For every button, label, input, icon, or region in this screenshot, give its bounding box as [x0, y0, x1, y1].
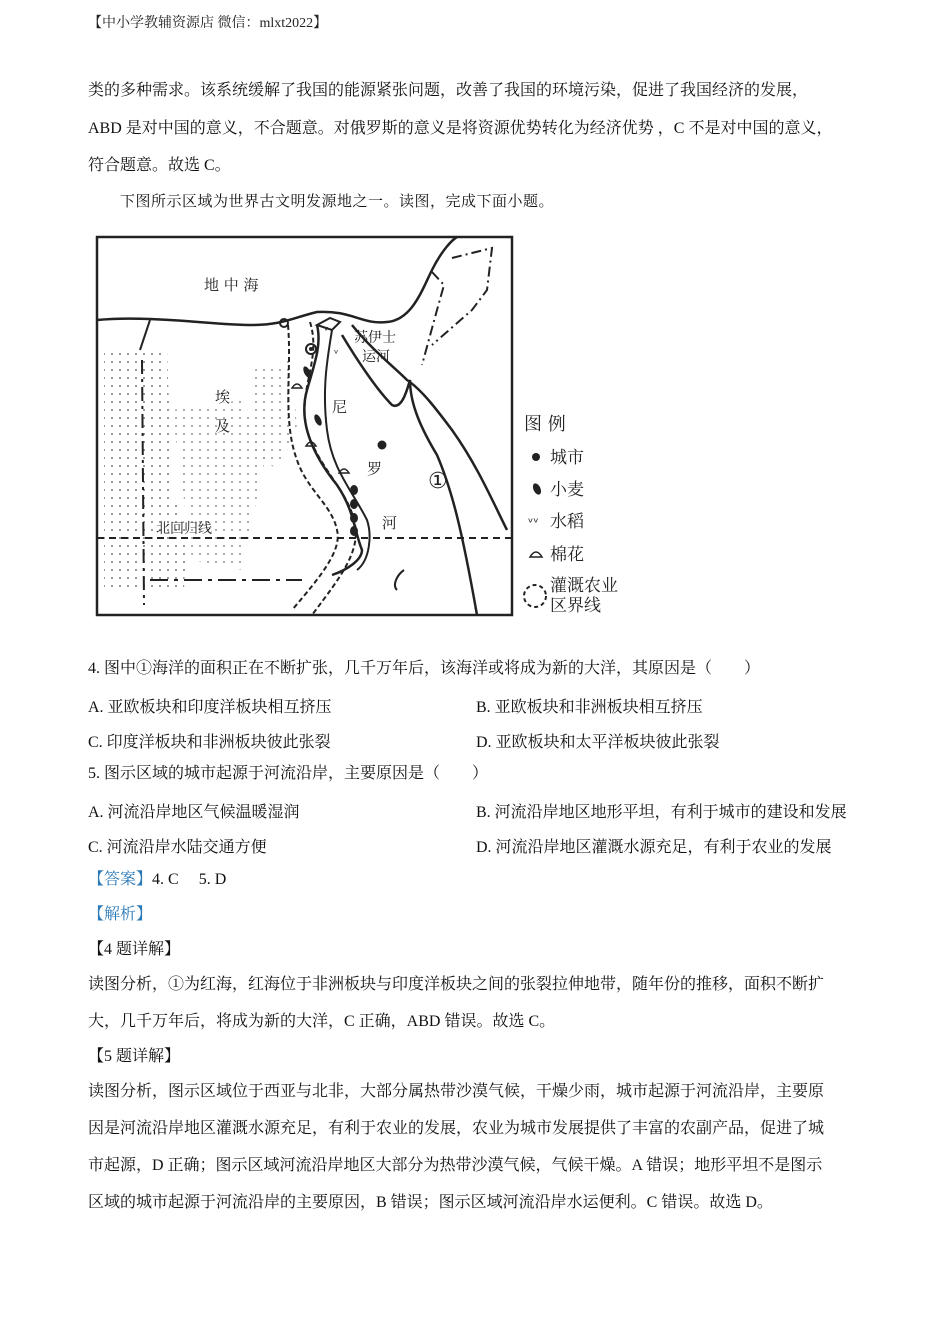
answer-label: 【答案】 [88, 871, 153, 888]
q4-option-d: D. 亚欧板块和太平洋板块彼此张裂 [476, 734, 720, 751]
detail-5-line-1: 读图分析，图示区域位于西亚与北非，大部分属热带沙漠气候，干燥少雨，城市起源于河流沿岸，主要原 [88, 1083, 825, 1100]
irrigation-boundary-east [305, 322, 356, 615]
legend-city-icon [532, 453, 540, 461]
label-red-sea-marker: ① [428, 469, 448, 494]
legend-wheat: 小麦 [550, 480, 584, 500]
q5-option-a: A. 河流沿岸地区气候温暖湿润 [88, 804, 300, 821]
label-nile-1: 尼 [332, 398, 348, 416]
mediterranean-coast [97, 237, 457, 325]
q4-option-c: C. 印度洋板块和非洲板块彼此张裂 [88, 734, 331, 751]
legend-cotton-icon [530, 552, 542, 557]
desert-area-east [252, 360, 297, 470]
legend-city: 城市 [550, 448, 584, 468]
q4-option-a: A. 亚欧板块和印度洋板块相互挤压 [88, 699, 332, 716]
detail-5-line-2: 因是河流沿岸地区灌溉水源充足，有利于农业的发展，农业为城市发展提供了丰富的农副产品，促进了城 [88, 1120, 825, 1137]
q5-stem: 5. 图示区域的城市起源于河流沿岸，主要原因是（ ） [88, 765, 489, 782]
nile-region-map [92, 230, 632, 620]
legend-irrigation-icon [524, 585, 546, 607]
intro-line-1: 类的多种需求。该系统缓解了我国的能源紧张问题，改善了我国的环境污染，促进了我国经济的发展， [88, 82, 809, 99]
desert-area-west [104, 348, 187, 590]
legend-title: 图 例 [524, 414, 566, 435]
legend-rice-icon: ᵛᵛ [528, 516, 539, 531]
label-mediterranean: 地 中 海 [204, 276, 259, 294]
detail-5-line-3: 市起源，D 正确；图示区域河流沿岸地区大部分为热带沙漠气候，气候干燥。A 错误；地形平坦不是图示 [88, 1157, 823, 1174]
q4-stem: 4. 图中①海洋的面积正在不断扩张，几千万年后，该海洋或将成为新的大洋，其原因是（ ） [88, 660, 761, 677]
red-sea-west-coast [342, 335, 477, 615]
intro-line-2: ABD 是对中国的意义，不合题意。对俄罗斯的意义是将资源优势转化为经济优势 ，C 不是对中国的意义， [88, 120, 833, 137]
legend-wheat-icon [531, 482, 542, 496]
label-tropic: 北回归线 [156, 521, 212, 537]
label-nile-2: 罗 [367, 460, 383, 478]
q4-option-b: B. 亚欧板块和非洲板块相互挤压 [476, 699, 703, 716]
legend-irrigation-2: 区界线 [550, 596, 601, 616]
watermark-header: 【中小学教辅资源店 微信：mlxt2022】 [88, 16, 328, 31]
analysis-label: 【解析】 [88, 906, 153, 923]
detail-4-title: 【4 题详解】 [88, 941, 181, 958]
detail-4-line-1: 读图分析，①为红海，红海位于非洲板块与印度洋板块之间的张裂拉伸地带，随年份的推移，面积不断扩 [88, 976, 825, 993]
label-egypt-2: 及 [215, 417, 231, 435]
legend-rice: 水稻 [550, 512, 584, 532]
legend-cotton: 棉花 [550, 545, 584, 565]
legend-irrigation-1: 灌溉农业 [550, 576, 618, 596]
detail-4-line-2: 大，几千万年后，将成为新的大洋，C 正确，ABD 错误。故选 C。 [88, 1013, 556, 1030]
q5-option-d: D. 河流沿岸地区灌溉水源充足，有利于农业的发展 [476, 839, 832, 856]
svg-text:ᵛ: ᵛ [334, 347, 339, 360]
label-nile-3: 河 [382, 514, 398, 532]
city-marker [378, 441, 387, 450]
detail-5-line-4: 区域的城市起源于河流沿岸的主要原因，B 错误；图示区域河流沿岸水运便利。C 错误。故选 D。 [88, 1194, 773, 1211]
label-egypt-1: 埃 [215, 388, 231, 406]
question-lead: 下图所示区域为世界古文明发源地之一。读图，完成下面小题。 [120, 194, 555, 210]
svg-text:ᵛ: ᵛ [324, 324, 329, 337]
q5-option-b: B. 河流沿岸地区地形平坦，有利于城市的建设和发展 [476, 804, 847, 821]
q5-option-c: C. 河流沿岸水陆交通方便 [88, 839, 267, 856]
label-suez-2: 运河 [362, 349, 390, 365]
label-suez-1: 苏伊士 [354, 330, 396, 346]
intro-line-3: 符合题意。故选 C。 [88, 157, 231, 174]
answer-text: 4. C 5. D [152, 871, 227, 888]
answer-line [88, 869, 226, 891]
detail-5-title: 【5 题详解】 [88, 1048, 181, 1065]
